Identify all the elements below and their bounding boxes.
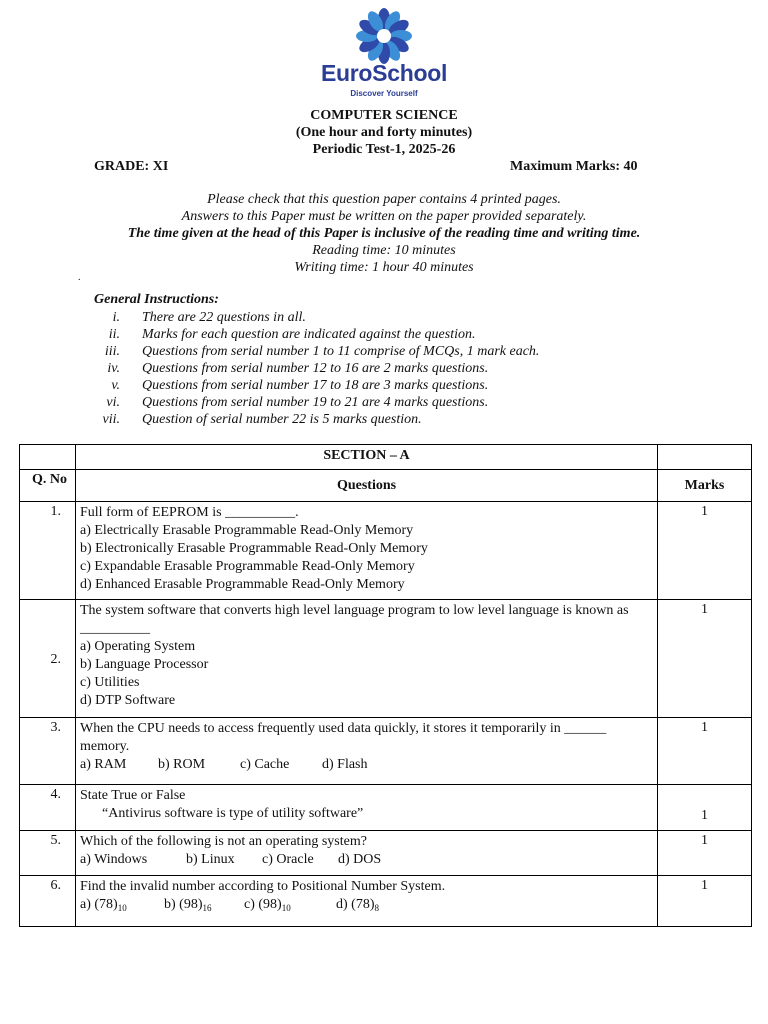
euroschool-logo <box>300 6 468 102</box>
question-marks: 1 <box>658 785 752 831</box>
instruction-pages: Please check that this question paper contains 4 printed pages. <box>207 192 561 207</box>
subject-title: COMPUTER SCIENCE <box>310 108 458 123</box>
table-header-row <box>20 470 752 502</box>
max-marks-label: Maximum Marks: 40 <box>510 159 638 174</box>
writing-time: Writing time: 1 hour 40 minutes <box>294 260 474 275</box>
option-label: d) (78) <box>336 897 375 912</box>
question-stem: When the CPU needs to access frequently used data quickly, it stores it temporarily in ______ memory. <box>80 721 607 754</box>
question-marks: 1 <box>658 600 752 718</box>
question-number: 5. <box>20 831 76 876</box>
general-instruction-item <box>0 344 768 361</box>
option <box>164 896 244 917</box>
option-base: 16 <box>202 903 212 913</box>
question-stem: The system software that converts high level language program to low level language is known as __________ <box>80 603 629 636</box>
question-cell <box>76 831 658 876</box>
question-cell <box>76 785 658 831</box>
option: d) Flash <box>322 757 368 772</box>
option-label: c) (98) <box>244 897 282 912</box>
option: c) Expandable Erasable Programmable Read-Only Memory <box>80 559 415 574</box>
option-base: 8 <box>374 903 379 913</box>
option: b) Language Processor <box>80 657 209 672</box>
question-stem: Which of the following is not an operating system? <box>80 834 367 849</box>
option-label: a) (78) <box>80 897 118 912</box>
option: a) Operating System <box>80 639 196 654</box>
question-stem: Find the invalid number according to Positional Number System. <box>80 879 446 894</box>
question-number: 4. <box>20 785 76 831</box>
question-number: 3. <box>20 718 76 785</box>
option-base: 10 <box>281 903 291 913</box>
qno-header: Q. No <box>20 470 76 502</box>
instruction-text: Questions from serial number 1 to 11 comprise of MCQs, 1 mark each. <box>142 344 540 359</box>
question-cell <box>76 876 658 927</box>
option: a) RAM <box>80 757 127 772</box>
instruction-number: vi. <box>106 395 120 410</box>
option: b) ROM <box>158 757 206 772</box>
table-row <box>20 718 752 785</box>
general-instruction-item <box>0 361 768 378</box>
table-row <box>20 831 752 876</box>
option: d) Enhanced Erasable Programmable Read-Only Memory <box>80 577 405 592</box>
question-marks: 1 <box>658 718 752 785</box>
question-number: 6. <box>20 876 76 927</box>
option: c) Cache <box>240 757 290 772</box>
table-row <box>20 876 752 927</box>
instruction-number: iii. <box>104 344 120 359</box>
instruction-text: There are 22 questions in all. <box>142 310 306 325</box>
instruction-number: ii. <box>108 327 120 342</box>
question-marks: 1 <box>658 831 752 876</box>
general-instruction-item <box>0 327 768 344</box>
option: a) Electrically Erasable Programmable Read-Only Memory <box>80 523 414 538</box>
reading-time: Reading time: 10 minutes <box>312 243 456 258</box>
option-label: b) (98) <box>164 897 203 912</box>
option: b) Linux <box>186 852 235 867</box>
instruction-text: Questions from serial number 17 to 18 are 3 marks questions. <box>142 378 489 393</box>
table-row <box>20 785 752 831</box>
question-number: 1. <box>20 502 76 600</box>
options-inline <box>80 851 653 869</box>
question-number: 2. <box>20 600 76 718</box>
section-row <box>20 445 752 470</box>
instruction-number: v. <box>111 378 120 393</box>
option <box>336 896 379 917</box>
table-row <box>20 502 752 600</box>
empty-cell <box>658 445 752 470</box>
question-cell <box>76 600 658 718</box>
option: d) DTP Software <box>80 693 176 708</box>
question-cell <box>76 718 658 785</box>
question-statement: “Antivirus software is type of utility software” <box>102 806 364 821</box>
instruction-text: Questions from serial number 12 to 16 are 2 marks questions. <box>142 361 489 376</box>
general-instruction-item <box>0 412 768 429</box>
logo-emblem-icon <box>349 6 419 66</box>
option: b) Electronically Erasable Programmable Read-Only Memory <box>80 541 428 556</box>
general-instruction-item <box>0 310 768 327</box>
option: c) Oracle <box>262 852 314 867</box>
question-cell <box>76 502 658 600</box>
question-stem: State True or False <box>80 788 186 803</box>
exam-duration: (One hour and forty minutes) <box>295 125 473 140</box>
general-instruction-item <box>0 378 768 395</box>
general-instruction-item <box>0 395 768 412</box>
option: a) Windows <box>80 852 148 867</box>
question-marks: 1 <box>658 502 752 600</box>
option-base: 10 <box>117 903 127 913</box>
options-inline <box>80 896 653 917</box>
instruction-answers: Answers to this Paper must be written on the paper provided separately. <box>181 209 587 224</box>
instruction-text: Question of serial number 22 is 5 marks question. <box>142 412 422 427</box>
table-row <box>20 600 752 718</box>
question-stem: Full form of EEPROM is __________. <box>80 505 299 520</box>
general-instructions-title: General Instructions: <box>94 292 219 307</box>
options-inline <box>80 756 653 774</box>
option: c) Utilities <box>80 675 140 690</box>
option: d) DOS <box>338 852 382 867</box>
grade-label: GRADE: XI <box>94 159 169 174</box>
questions-header: Questions <box>76 470 658 502</box>
instruction-number: iv. <box>107 361 120 376</box>
instruction-text: Marks for each question are indicated against the question. <box>142 327 476 342</box>
stray-dot: . <box>78 272 81 283</box>
question-marks: 1 <box>658 876 752 927</box>
empty-cell <box>20 445 76 470</box>
section-title: SECTION – A <box>76 445 658 470</box>
instruction-number: vii. <box>102 412 120 427</box>
option <box>80 896 164 917</box>
instruction-text: Questions from serial number 19 to 21 are 4 marks questions. <box>142 395 489 410</box>
brand-name: EuroSchool <box>320 60 448 86</box>
question-table <box>19 444 752 927</box>
instruction-number: i. <box>112 310 120 325</box>
brand-tagline: Discover Yourself <box>350 89 418 98</box>
instruction-time-note: The time given at the head of this Paper is inclusive of the reading time and writing time. <box>127 226 641 241</box>
marks-header: Marks <box>658 470 752 502</box>
exam-name: Periodic Test-1, 2025-26 <box>312 142 456 157</box>
option <box>244 896 336 917</box>
